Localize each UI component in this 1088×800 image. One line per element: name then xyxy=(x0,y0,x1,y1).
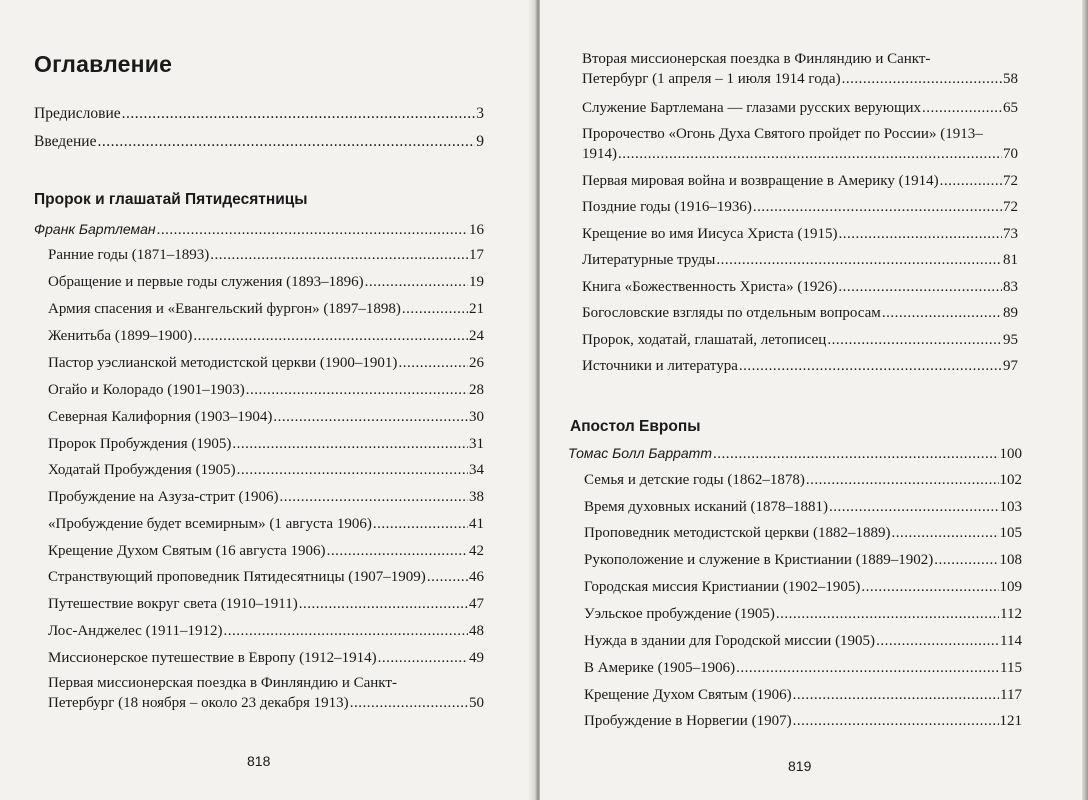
entry-title: Пробуждение в Норвегии (1907) xyxy=(584,713,792,729)
entry-page: 117 xyxy=(1000,687,1022,703)
toc-entry[interactable] xyxy=(584,578,1022,597)
entry-title: Пророк Пробуждения (1905) xyxy=(48,436,232,452)
toc-entry-person[interactable] xyxy=(568,444,1022,464)
toc-entry[interactable] xyxy=(582,331,1018,350)
entry-title: Литературные труды xyxy=(582,252,716,268)
toc-entry[interactable] xyxy=(582,251,1018,270)
person-name: Франк Бартлеман xyxy=(34,221,156,237)
leader-dots xyxy=(350,694,468,713)
entry-title: Источники и литература xyxy=(582,358,738,374)
entry-page: 47 xyxy=(469,596,484,612)
toc-entry[interactable] xyxy=(584,686,1022,705)
leader-dots xyxy=(237,461,468,480)
leader-dots xyxy=(793,712,999,731)
entry-page: 100 xyxy=(999,446,1022,462)
section-title: Пророк и глашатай Пятидесятницы xyxy=(34,191,308,208)
entry-title: Городская миссия Кристиании (1902–1905) xyxy=(584,579,861,595)
toc-entry[interactable] xyxy=(48,542,484,561)
entry-title: Проповедник методистской церкви (1882–1889) xyxy=(584,525,891,541)
entry-title-line2: Петербург (1 апреля – 1 июля 1914 года) xyxy=(582,71,841,87)
toc-entry[interactable] xyxy=(582,172,1018,191)
entry-title: Миссионерское путешествие в Европу (1912–1914) xyxy=(48,650,377,666)
toc-entry-multiline[interactable] xyxy=(582,49,1018,89)
toc-entry[interactable] xyxy=(582,278,1018,297)
leader-dots xyxy=(232,435,468,454)
entry-page: 108 xyxy=(999,552,1022,568)
toc-entry[interactable] xyxy=(584,659,1022,678)
entry-page: 30 xyxy=(469,409,484,425)
entry-page: 89 xyxy=(1003,305,1018,321)
entry-title: Ранние годы (1871–1893) xyxy=(48,247,210,263)
leader-dots xyxy=(861,578,998,597)
leader-dots xyxy=(922,99,1002,118)
entry-page: 19 xyxy=(469,274,484,290)
page-number: 819 xyxy=(788,758,812,774)
section-title: Апостол Европы xyxy=(570,418,701,435)
toc-entry[interactable] xyxy=(584,712,1022,731)
entry-title-line1: Пророчество «Огонь Духа Святого пройдет по России» (1913– xyxy=(582,126,983,142)
entry-title-line1: Вторая миссионерская поездка в Финляндию и Санкт- xyxy=(582,51,931,67)
leader-dots xyxy=(246,381,468,400)
toc-entry[interactable] xyxy=(48,300,484,319)
entry-title: Путешествие вокруг света (1910–1911) xyxy=(48,596,298,612)
entry-title: Пророк, ходатай, глашатай, летописец xyxy=(582,332,827,348)
leader-dots xyxy=(739,357,1002,376)
leader-dots xyxy=(829,498,998,517)
toc-entry[interactable] xyxy=(48,354,484,373)
entry-title: Крещение Духом Святым (1906) xyxy=(584,687,792,703)
entry-page: 105 xyxy=(999,525,1022,541)
entry-page: 97 xyxy=(1003,358,1018,374)
leader-dots xyxy=(776,605,999,624)
toc-entry[interactable] xyxy=(48,408,484,427)
entry-title: Рукоположение и служение в Кристиании (1889–1902) xyxy=(584,552,934,568)
entry-page: 72 xyxy=(1003,173,1018,189)
entry-page: 28 xyxy=(469,382,484,398)
toc-entry[interactable] xyxy=(582,225,1018,244)
entry-page: 38 xyxy=(469,489,484,505)
leader-dots xyxy=(876,632,999,651)
toc-entry[interactable] xyxy=(48,649,484,668)
leader-dots xyxy=(838,278,1002,297)
toc-entry[interactable] xyxy=(582,357,1018,376)
leader-dots xyxy=(327,542,468,561)
leader-dots xyxy=(806,471,999,490)
toc-entry-person[interactable] xyxy=(34,220,484,240)
entry-title: Крещение Духом Святым (16 августа 1906) xyxy=(48,543,326,559)
leader-dots xyxy=(365,273,468,292)
leader-dots xyxy=(753,198,1002,217)
leader-dots xyxy=(716,251,1002,270)
entry-page: 17 xyxy=(469,247,484,263)
entry-title: Крещение во имя Иисуса Христа (1915) xyxy=(582,226,838,242)
leader-dots xyxy=(280,488,469,507)
entry-page: 24 xyxy=(469,328,484,344)
entry-page: 49 xyxy=(469,650,484,666)
leader-dots xyxy=(299,595,468,614)
leader-dots xyxy=(940,172,1002,191)
leader-dots xyxy=(618,145,1002,164)
right-page xyxy=(540,0,1088,800)
entry-page: 26 xyxy=(469,355,484,371)
leader-dots xyxy=(713,445,999,464)
entry-title: Богословские взгляды по отдельным вопросам xyxy=(582,305,881,321)
entry-page: 73 xyxy=(1003,226,1018,242)
entry-page: 114 xyxy=(1000,633,1022,649)
entry-page: 112 xyxy=(1000,606,1022,622)
leader-dots xyxy=(827,331,1002,350)
leader-dots xyxy=(402,300,468,319)
entry-title: Введение xyxy=(34,133,97,150)
left-page xyxy=(0,0,536,800)
leader-dots xyxy=(934,551,998,570)
entry-title: Северная Калифорния (1903–1904) xyxy=(48,409,273,425)
entry-title: Служение Бартлемана — глазами русских верующих xyxy=(582,100,922,116)
toc-entry[interactable] xyxy=(48,381,484,400)
toc-entry[interactable] xyxy=(48,273,484,292)
entry-page: 46 xyxy=(469,569,484,585)
entry-title-line2-row xyxy=(582,145,1018,164)
entry-title-line2: 1914) xyxy=(582,146,617,162)
leader-dots xyxy=(838,225,1002,244)
leader-dots xyxy=(378,649,468,668)
entry-page: 65 xyxy=(1003,100,1018,116)
toc-entry[interactable] xyxy=(48,568,484,587)
toc-entry[interactable] xyxy=(48,246,484,265)
leader-dots xyxy=(882,304,1002,323)
entry-page: 103 xyxy=(999,499,1022,515)
entry-page: 31 xyxy=(469,436,484,452)
entry-page: 81 xyxy=(1003,252,1018,268)
entry-title: Пробуждение на Азуза-стрит (1906) xyxy=(48,489,279,505)
toc-entry[interactable] xyxy=(48,435,484,454)
leader-dots xyxy=(842,70,1002,89)
toc-entry[interactable] xyxy=(48,488,484,507)
page-edge xyxy=(1082,0,1088,800)
entry-title-line2-row xyxy=(48,694,484,713)
leader-dots xyxy=(224,622,469,641)
leader-dots xyxy=(273,408,468,427)
toc-entry[interactable] xyxy=(584,605,1022,624)
entry-title: Огайо и Колорадо (1901–1903) xyxy=(48,382,245,398)
entry-title-line1: Первая миссионерская поездка в Финляндию и Санкт- xyxy=(48,675,397,691)
entry-title: Странствующий проповедник Пятидесятницы (1907–1909) xyxy=(48,569,426,585)
entry-title: Книга «Божественность Христа» (1926) xyxy=(582,279,838,295)
leader-dots xyxy=(373,515,468,534)
entry-title: Поздние годы (1916–1936) xyxy=(582,199,752,215)
entry-title: Предисловие xyxy=(34,105,121,122)
entry-title: Семья и детские годы (1862–1878) xyxy=(584,472,805,488)
entry-title: Нужда в здании для Городской миссии (1905) xyxy=(584,633,876,649)
entry-page: 42 xyxy=(469,543,484,559)
entry-page: 48 xyxy=(469,623,484,639)
toc-entry[interactable] xyxy=(582,198,1018,217)
entry-page: 121 xyxy=(999,713,1022,729)
leader-dots xyxy=(122,104,476,123)
entry-page: 115 xyxy=(1000,660,1022,676)
entry-page: 109 xyxy=(999,579,1022,595)
leader-dots xyxy=(427,568,468,587)
entry-page: 72 xyxy=(1003,199,1018,215)
toc-entry[interactable] xyxy=(584,498,1022,517)
entry-title-line2-row xyxy=(582,70,1018,89)
entry-page: 102 xyxy=(999,472,1022,488)
person-name: Томас Болл Барратт xyxy=(568,445,712,461)
entry-page: 21 xyxy=(469,301,484,317)
leader-dots xyxy=(157,221,468,240)
entry-title: Армия спасения и «Евангельский фургон» (1897–1898) xyxy=(48,301,401,317)
entry-title: Лос-Анджелес (1911–1912) xyxy=(48,623,223,639)
toc-entry[interactable] xyxy=(48,622,484,641)
entry-title: Ходатай Пробуждения (1905) xyxy=(48,462,236,478)
leader-dots xyxy=(210,246,468,265)
entry-page: 58 xyxy=(1003,71,1018,87)
toc-entry[interactable] xyxy=(48,515,484,534)
leader-dots xyxy=(793,686,999,705)
entry-page: 16 xyxy=(469,222,484,238)
leader-dots xyxy=(891,524,998,543)
toc-entry-multiline[interactable] xyxy=(582,124,1018,164)
entry-page: 50 xyxy=(469,695,484,711)
entry-page: 9 xyxy=(476,133,484,150)
toc-entry-introduction[interactable] xyxy=(34,132,484,151)
toc-entry[interactable] xyxy=(48,327,484,346)
entry-title: Первая мировая война и возвращение в Америку (1914) xyxy=(582,173,939,189)
entry-title: Время духовных исканий (1878–1881) xyxy=(584,499,829,515)
entry-title: Уэльское пробуждение (1905) xyxy=(584,606,775,622)
entry-title: «Пробуждение будет всемирным» (1 августа 1906) xyxy=(48,516,372,532)
entry-title: Пастор уэслианской методистской церкви (1900–1901) xyxy=(48,355,398,371)
leader-dots xyxy=(97,132,475,151)
entry-title-line2: Петербург (18 ноября – около 23 декабря 1913) xyxy=(48,695,349,711)
entry-title: В Америке (1905–1906) xyxy=(584,660,736,676)
toc-entry[interactable] xyxy=(584,524,1022,543)
entry-page: 34 xyxy=(469,462,484,478)
entry-page: 3 xyxy=(476,105,484,122)
toc-entry[interactable] xyxy=(48,461,484,480)
toc-entry[interactable] xyxy=(584,632,1022,651)
entry-page: 95 xyxy=(1003,332,1018,348)
toc-entry[interactable] xyxy=(584,551,1022,570)
toc-entry[interactable] xyxy=(582,99,1018,118)
leader-dots xyxy=(736,659,999,678)
leader-dots xyxy=(193,327,468,346)
toc-entry[interactable] xyxy=(582,304,1018,323)
toc-entry-multiline[interactable] xyxy=(48,673,484,713)
toc-title: Оглавление xyxy=(34,51,173,77)
toc-entry[interactable] xyxy=(48,595,484,614)
entry-title: Женитьба (1899–1900) xyxy=(48,328,193,344)
entry-page: 83 xyxy=(1003,279,1018,295)
entry-page: 70 xyxy=(1003,146,1018,162)
leader-dots xyxy=(398,354,468,373)
toc-entry-preface[interactable] xyxy=(34,104,484,123)
page-number: 818 xyxy=(247,753,271,769)
toc-entry[interactable] xyxy=(584,471,1022,490)
entry-page: 41 xyxy=(469,516,484,532)
entry-title: Обращение и первые годы служения (1893–1896) xyxy=(48,274,364,290)
